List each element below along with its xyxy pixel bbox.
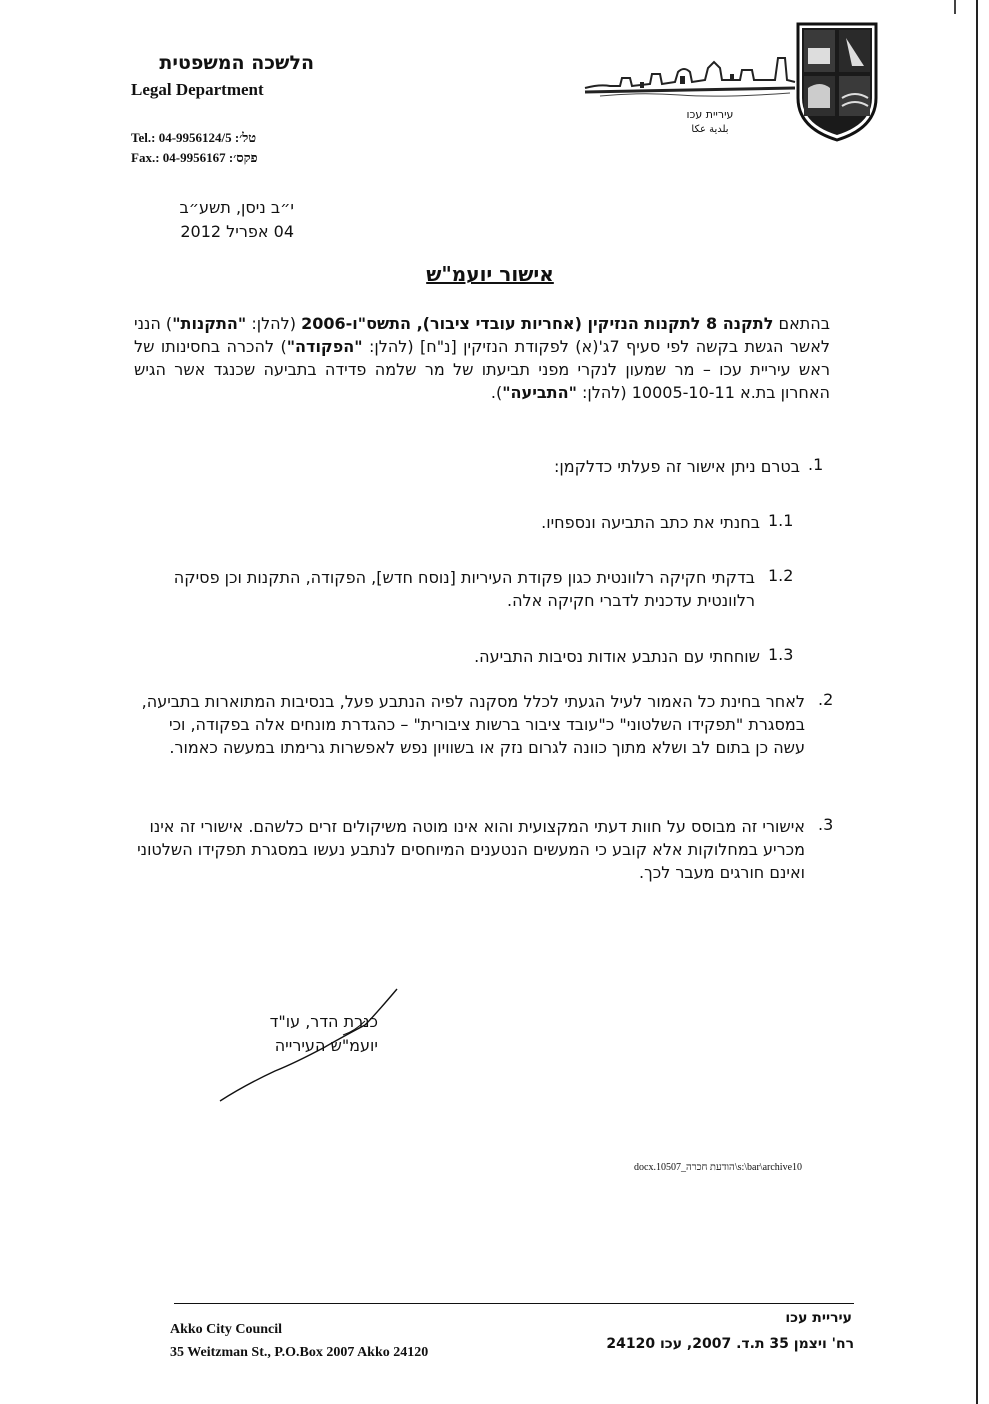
signer-role: יועמ"ש העירייה <box>274 1036 378 1055</box>
signature-block <box>228 1010 378 1058</box>
intro-paragraph <box>134 312 830 404</box>
logo-city-name-ar: بلدية عكا <box>691 124 729 135</box>
intro-regulation-ref: לתקנה 8 לתקנות הנזיקין (אחריות עובדי ציבור), התשס"ו-2006 <box>301 314 774 333</box>
intro-defined-term: "התקנות" <box>172 314 247 333</box>
document-title: אישור יועמ"ש <box>426 262 554 286</box>
phone-number: Tel.: 04-9956124/5 :טל׳ <box>131 130 257 145</box>
letter-date <box>134 196 294 244</box>
logo-city-name-he: עיריית עכו <box>686 108 734 121</box>
section-number: .3 <box>818 815 834 834</box>
section-text: לאחר בחינת כל האמור לעיל הגעתי לכלל מסקנה לפיה הנתבע פעל, בנסיבות המתוארות בתביעה, במסגרת "תפקידו השלטוני" כ"עובד ציבור ברשות ציבורית" – כהגדרת מונחים אלה בפקודה, וכי עשה כן בתום לב ושלא מתוך כוונה לגרום נזק או בשוויון נפש לאפשרות גרימתו במעשה כאמור. <box>141 692 805 757</box>
intro-text: ) הנני לאשר הגשת בקשה לפי סעיף 7ג'(א) לפקודת הנזיקין [נ"ח] (להלן: <box>134 314 830 356</box>
footer-address-he: רח' ויצמן 35 ת.ד. 2007, עכו 24120 <box>606 1336 854 1352</box>
department-title-he: הלשכה המשפטית <box>159 52 314 74</box>
footer-divider <box>174 1303 854 1304</box>
intro-text: בהתאם <box>773 314 831 333</box>
intro-text: ). <box>490 383 503 402</box>
fax-number: Fax.: 04-9956167 :פקס׳ <box>131 150 258 165</box>
archive-path: docx.10507_הודעת חכרה\s:\bar\archive10 <box>634 1162 803 1173</box>
department-title-en: Legal Department <box>131 80 264 99</box>
section-number: .1 <box>808 455 824 474</box>
footer-address-en: 35 Weitzman St., P.O.Box 2007 Akko 24120 <box>170 1345 429 1360</box>
intro-text: (להלן: <box>246 314 302 333</box>
scan-edge-line <box>976 0 978 1404</box>
date-gregorian: 04 אפריל 2012 <box>180 222 294 241</box>
subsection-text: בדקתי חקיקה רלוונטית כגון פקודת העיריות [נוסח חדש], הפקודה, התקנות וכן פסיקה רלוונטית עדכנית לדברי חקיקה אלה. <box>173 568 755 610</box>
footer-council-name-he: עיריית עכו <box>785 1310 852 1326</box>
intro-text: ) להכרה בחסינותו של ראש עיריית עכו – מר שמעון לנקרי מפני תביעתו של מר שלמה פדידה בתביעה שכנגד אשר הגיש האחרון בת.א 10005-10-11 (להלן: <box>134 337 830 402</box>
section-text: אישורי זה מבוסס על חוות דעתי המקצועית והוא אינו מוטה משיקולים זרים כלשהם. אישורי זה אינו מכריע במחלוקות אלא קובע כי המעשים הנטענים המיוחסים לנתבע נעשו במסגרת תפקידו השלטוני ואינם חורגים מעבר לכך. <box>137 817 805 882</box>
scan-edge-tick <box>954 0 956 14</box>
date-hebrew: י״ב ניסן, תשע״ב <box>179 198 294 217</box>
subsection-text: שוחחתי עם הנתבע אודות נסיבות התביעה. <box>474 647 760 666</box>
subsection-number: 1.2 <box>768 566 794 585</box>
intro-defined-term: "התביעה" <box>502 383 577 402</box>
subsection-number: 1.1 <box>768 511 794 530</box>
subsection-number: 1.3 <box>768 645 794 664</box>
intro-defined-term: "הפקודה" <box>286 337 363 356</box>
section-text: בטרם ניתן אישור זה פעלתי כדלקמן: <box>553 457 800 476</box>
signer-name: כנרת הדר, עו"ד <box>269 1012 378 1031</box>
footer-council-name-en: Akko City Council <box>170 1322 283 1337</box>
subsection-text: בחנתי את כתב התביעה ונספחיו. <box>541 513 760 532</box>
section-number: .2 <box>818 690 834 709</box>
